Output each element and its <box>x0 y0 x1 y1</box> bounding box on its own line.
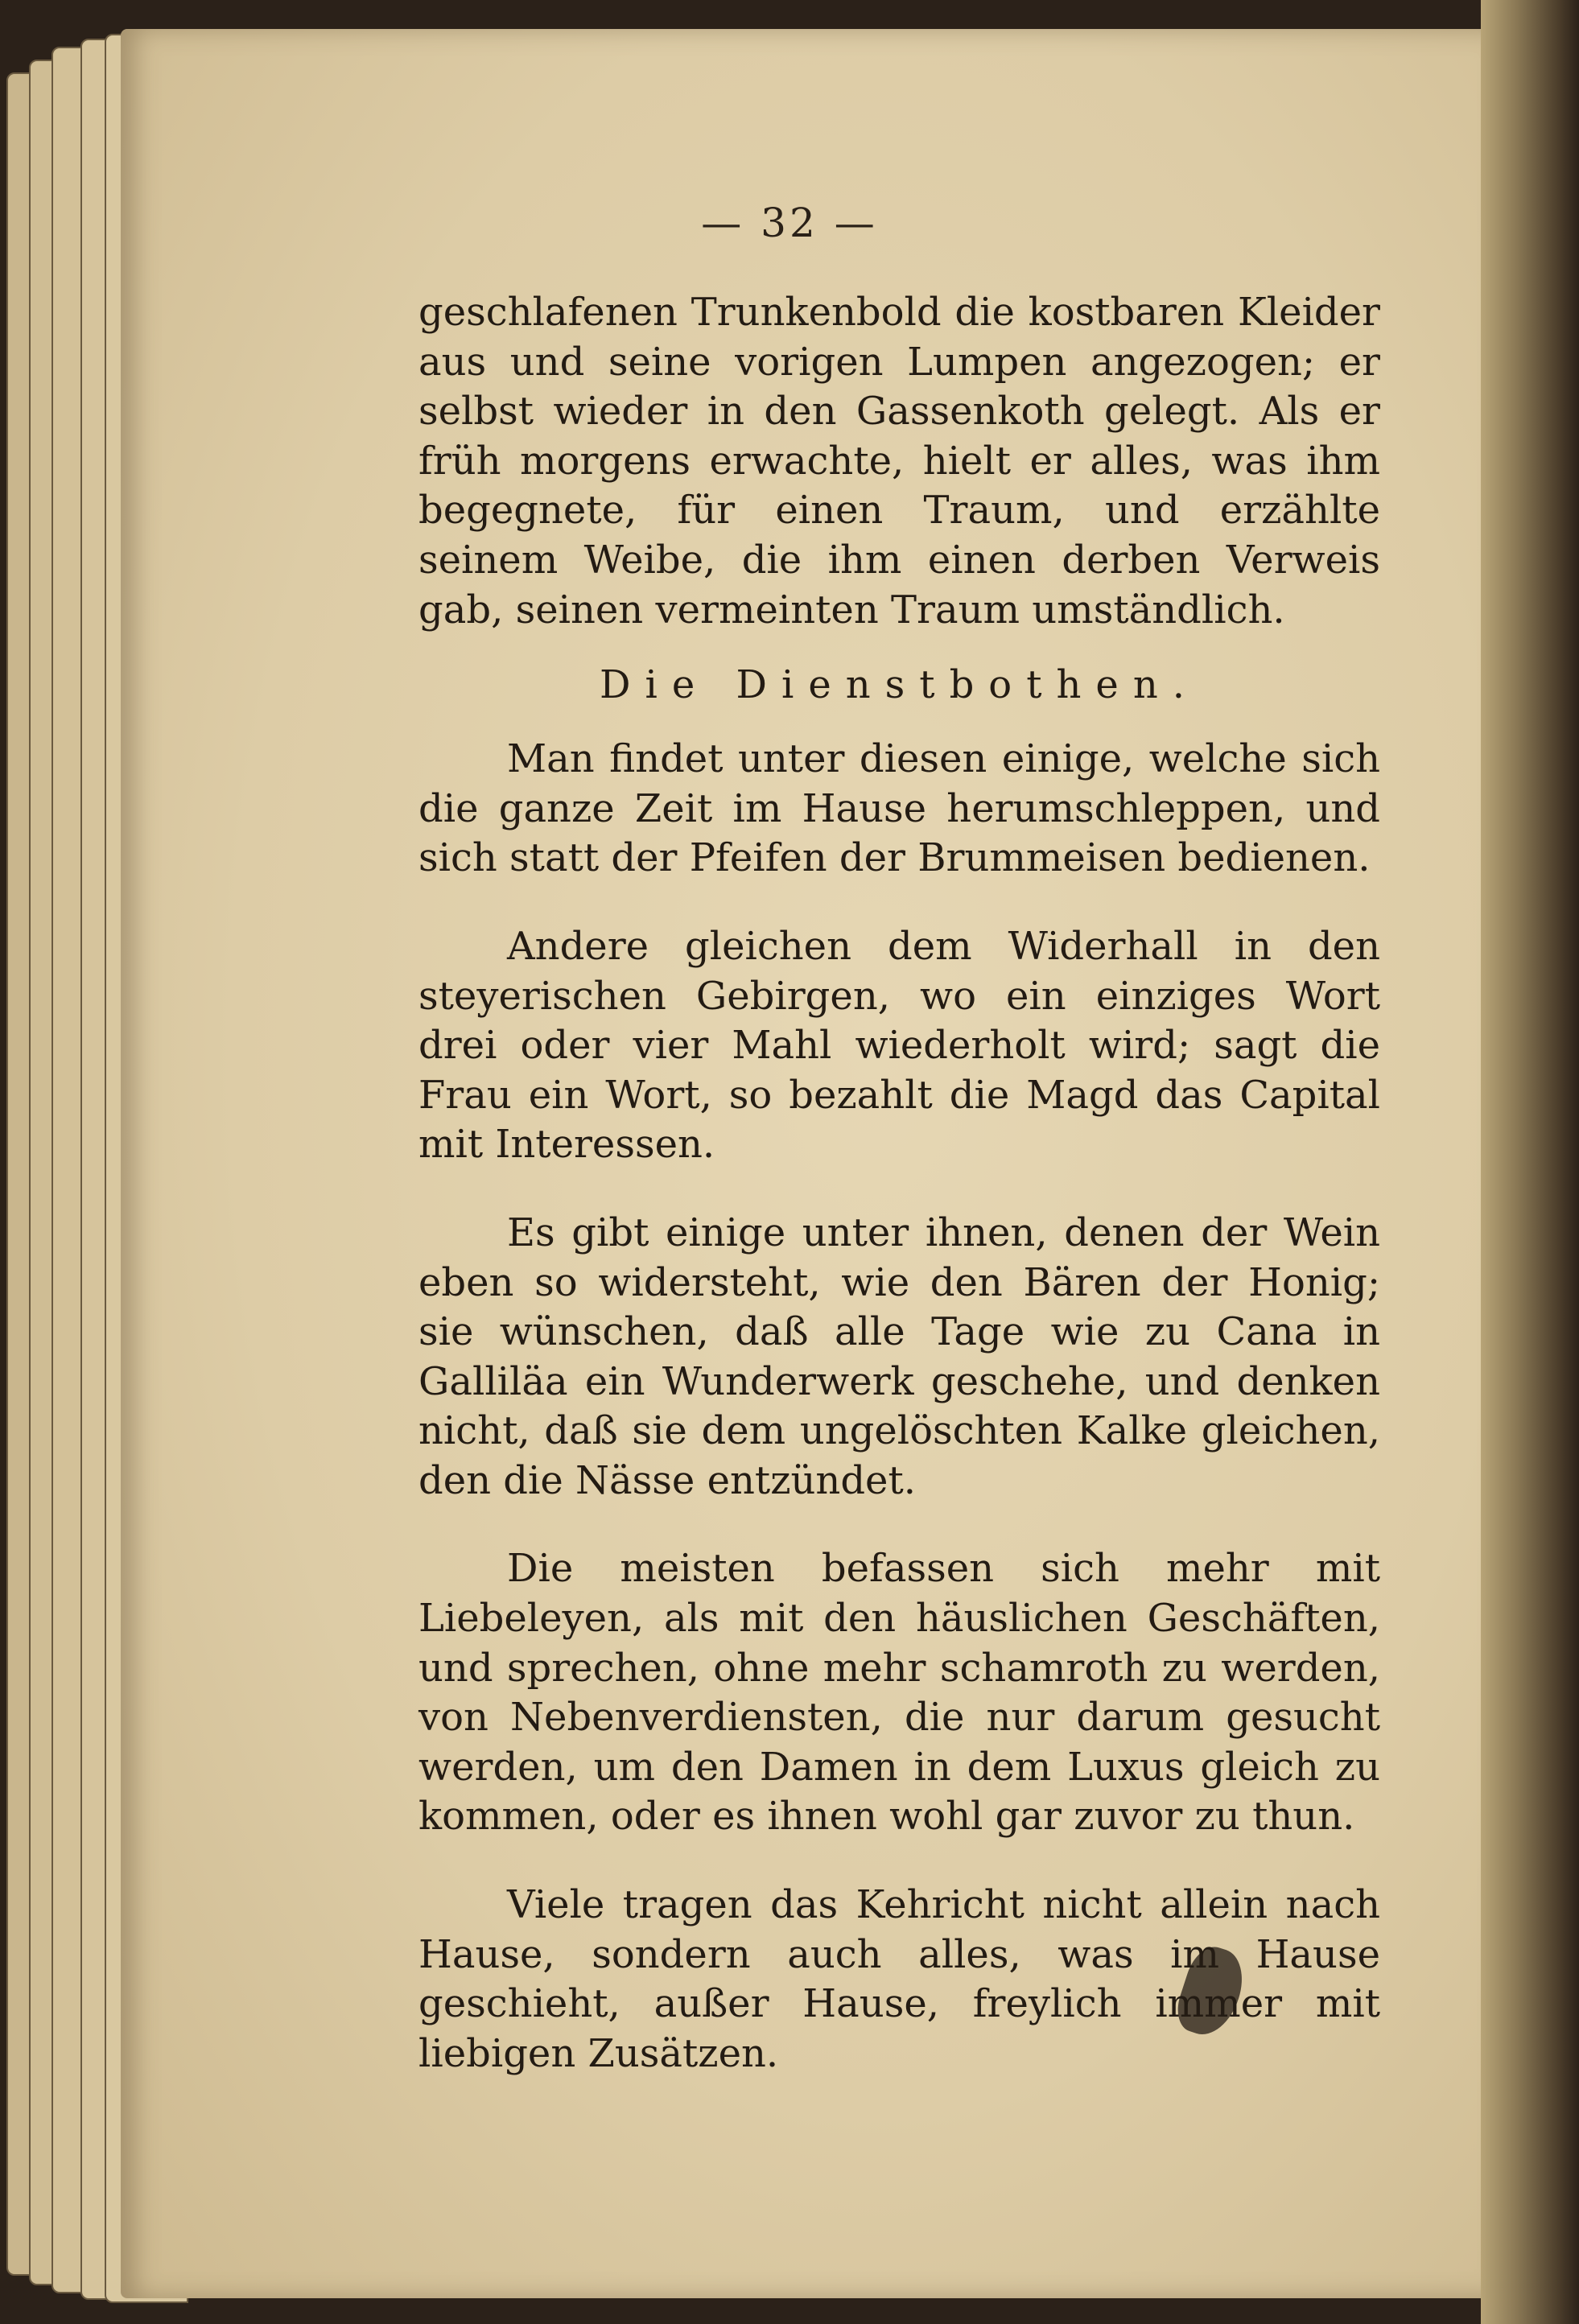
book-binding <box>1481 0 1579 2324</box>
section-heading: Die Dienstbothen. <box>600 662 1199 708</box>
paragraph: Andere gleichen dem Widerhall in den steyerischen Gebirgen, wo ein einziges Wort drei oder vier Mahl wiederholt wird; sagt die Frau ein Wort, so bezahlt die Magd das Capital mit Interessen. <box>418 923 1380 1168</box>
page-text <box>418 288 1380 2079</box>
paragraph: Die meisten befassen sich mehr mit Liebeleyen, als mit den häuslichen Geschäften, und sprechen, ohne mehr schamroth zu werden, von Nebenverdiensten, die nur darum gesucht werden, um den Damen in dem Luxus gleich zu kommen, oder es ihnen wohl gar zuvor zu thun. <box>418 1546 1380 1840</box>
paragraph: Es gibt einige unter ihnen, denen der Wein eben so widersteht, wie den Bären der Honig; sie wünschen, daß alle Tage wie zu Cana in Galliläa ein Wunderwerk geschehe, und denken nicht, daß sie dem ungelöschten Kalke gleichen, den die Nässe entzündet. <box>418 1209 1380 1503</box>
paragraph: Viele tragen das Kehricht nicht allein nach Hause, sondern auch alles, was im Hause geschieht, außer Hause, freylich immer mit liebigen Zusätzen. <box>418 1882 1380 2076</box>
page-number: — 32 — <box>701 200 878 246</box>
paragraph: Man findet unter diesen einige, welche sich die ganze Zeit im Hause herumschleppen, und sich statt der Pfeifen der Brummeisen bedienen. <box>418 736 1380 881</box>
intro-paragraph: geschlafenen Trunkenbold die kostbaren Kleider aus und seine vorigen Lumpen angezogen; er selbst wieder in den Gassenkoth gelegt. Als er früh morgens erwachte, hielt er alles, was ihm begegnete, für einen Traum, und erzählte seinem Weibe, die ihm einen derben Verweis gab, seinen vermeinten Traum umständlich. <box>418 290 1380 633</box>
